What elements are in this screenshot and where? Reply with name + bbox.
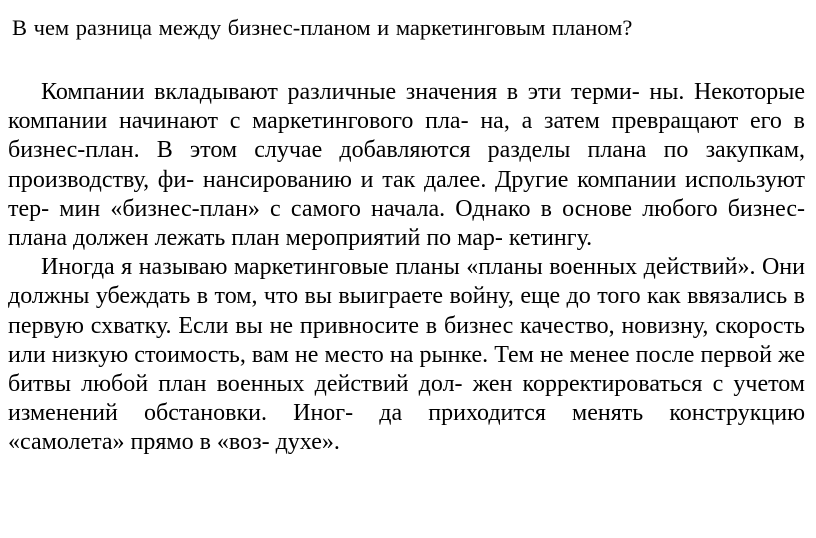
- document-body: [8, 78, 805, 458]
- paragraph: Иногда я называю маркетинговые планы «планы военных действий». Они должны убеждать в том, что вы выиграете войну, еще до того как ввязались в первую схватку. Если вы не привносите в бизнес качество, новизну, скорость или низкую стоимость, вам не место на рынке. Тем не менее после первой же битвы любой план военных действий дол- жен корректироваться с учетом изменений обстановки. Иног- да приходится менять конструкцию «самолета» прямо в «воз- духе».: [8, 254, 805, 456]
- paragraph: Компании вкладывают различные значения в эти терми- ны. Некоторые компании начинают с маркетингового пла- на, а затем превращают его в бизнес-план. В этом случае добавляются разделы плана по закупкам, производству, фи- нансированию и так далее. Другие компании используют тер- мин «бизнес-план» с самого начала. Однако в основе любого бизнес-плана должен лежать план мероприятий по мар- кетингу.: [8, 79, 805, 252]
- document-title: В чем разница между бизнес-планом и маркетинговым планом?: [12, 15, 633, 40]
